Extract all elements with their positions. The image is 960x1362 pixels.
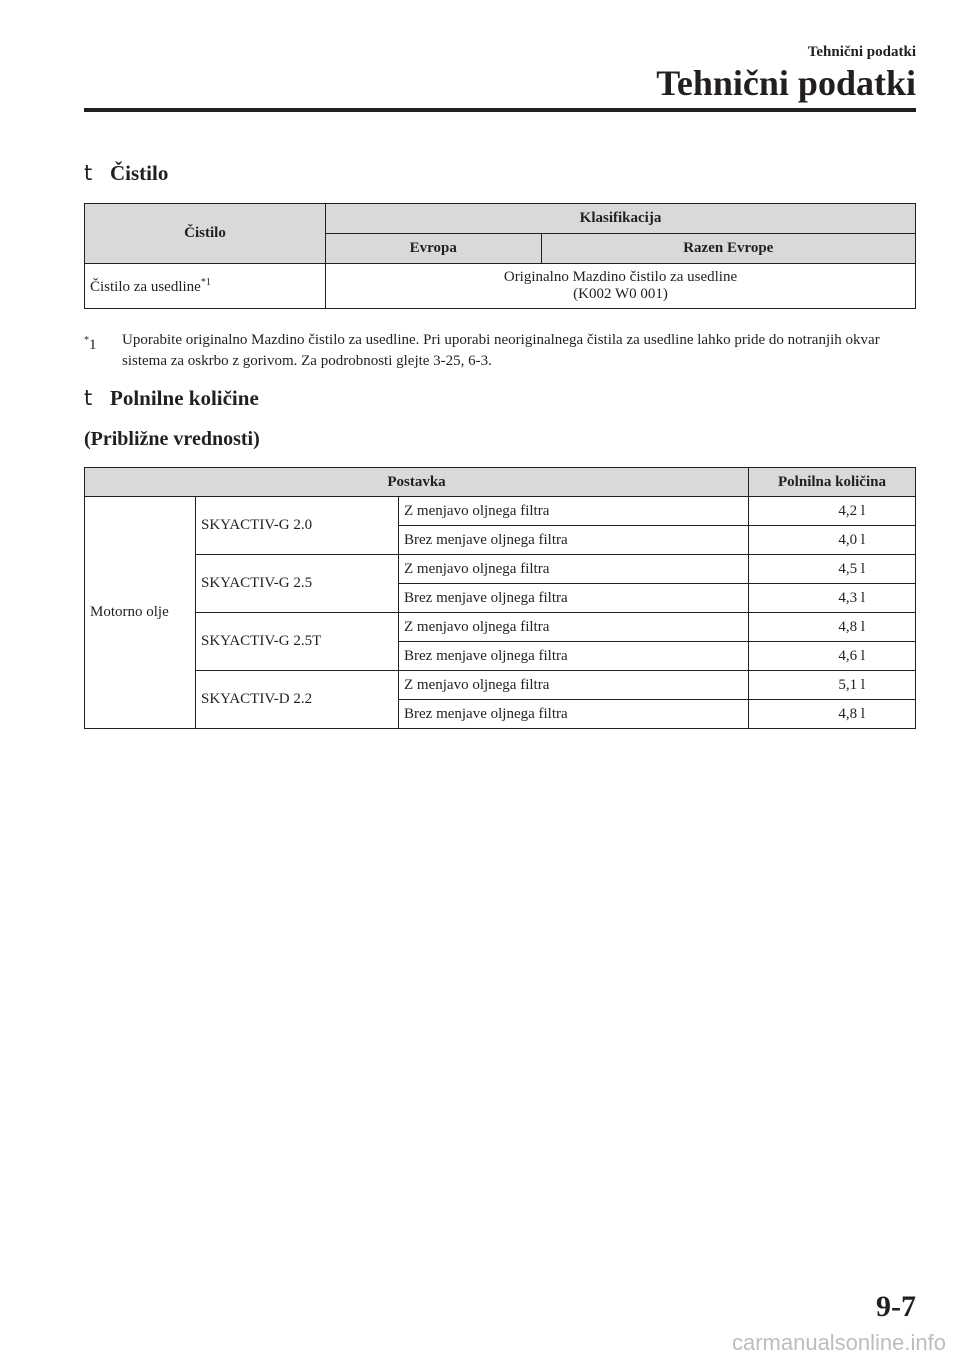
quantity-cell: 4,0 l — [749, 526, 916, 555]
engine-cell: SKYACTIV-G 2.5 — [196, 555, 399, 613]
oil-group-cell: Motorno olje — [85, 497, 196, 729]
europe-header: Evropa — [326, 234, 542, 264]
cleaner-row-label: Čistilo za usedline$^{*1}$ — [85, 264, 326, 309]
quantity-cell: 4,8 l — [749, 613, 916, 642]
item-cell: Z menjavo oljnega filtra — [399, 497, 749, 526]
item-cell: Z menjavo oljnega filtra — [399, 613, 749, 642]
classification-header: Klasifikacija — [326, 204, 916, 234]
section-bullet-icon: t — [84, 386, 93, 410]
chapter-title: Tehnični podatki — [656, 63, 916, 103]
cleaner-row-value: Originalno Mazdino čistilo za usedline (K002 W0 001) — [326, 264, 916, 309]
engine-cell: SKYACTIV-D 2.2 — [196, 671, 399, 729]
cleaner-table-header: Čistilo — [85, 204, 326, 264]
item-cell: Brez menjave oljnega filtra — [399, 700, 749, 729]
quantity-cell: 4,6 l — [749, 642, 916, 671]
item-cell: Brez menjave oljnega filtra — [399, 642, 749, 671]
cleaner-table — [84, 203, 916, 309]
capacities-table — [84, 467, 916, 729]
section-title-text: Polnilne količine — [110, 386, 259, 410]
section-title-text: Čistilo — [110, 161, 169, 185]
table-row — [85, 497, 916, 526]
header-rule — [84, 108, 916, 112]
item-header: Postavka — [85, 468, 749, 497]
page-number: 9-7 — [876, 1290, 916, 1323]
table-row — [85, 671, 916, 700]
item-cell: Brez menjave oljnega filtra — [399, 526, 749, 555]
item-cell: Z menjavo oljnega filtra — [399, 671, 749, 700]
section-bullet-icon: t — [84, 161, 93, 185]
quantity-cell: 5,1 l — [749, 671, 916, 700]
quantity-cell: 4,3 l — [749, 584, 916, 613]
quantity-cell: 4,8 l — [749, 700, 916, 729]
table-row — [85, 613, 916, 642]
approx-values-subtitle: (Približne vrednosti) — [84, 428, 260, 450]
section-title-cistilo — [84, 161, 168, 186]
running-header: Tehnični podatki — [807, 44, 916, 60]
quantity-cell: 4,5 l — [749, 555, 916, 584]
outside-europe-header: Razen Evrope — [541, 234, 915, 264]
watermark: carmanualsonline.info — [731, 1330, 946, 1355]
section-title-capacities — [84, 386, 259, 411]
capacity-header: Polnilna količina — [749, 468, 916, 497]
quantity-cell: 4,2 l — [749, 497, 916, 526]
item-cell: Brez menjave oljnega filtra — [399, 584, 749, 613]
engine-cell: SKYACTIV-G 2.0 — [196, 497, 399, 555]
footnote: *1 Uporabite originalno Mazdino čistilo za usedline. Pri uporabi neoriginalnega čistila za usedline lahko pride do notranjih okvar sistema za oskrbo z gorivom. Za podrobnosti glejte 3-25, 6-3. — [84, 332, 880, 369]
table-row — [85, 555, 916, 584]
engine-cell: SKYACTIV-G 2.5T — [196, 613, 399, 671]
item-cell: Z menjavo oljnega filtra — [399, 555, 749, 584]
footnote-ref: *1 — [200, 276, 211, 288]
